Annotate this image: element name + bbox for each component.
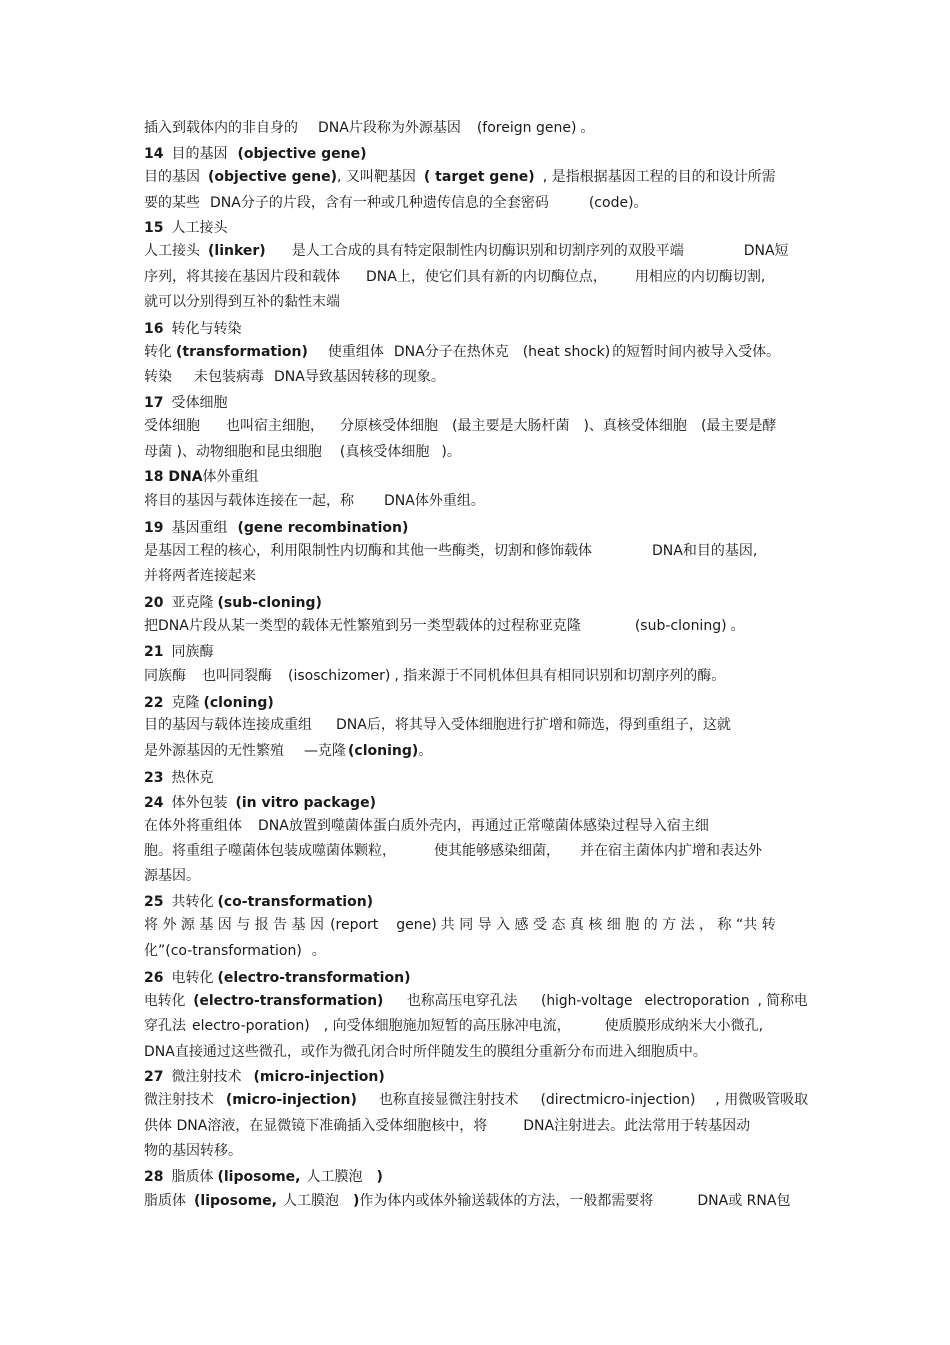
text-segment: 微注射技术 — [171, 1069, 242, 1085]
text-segment: 使重组体 — [327, 344, 384, 360]
text-segment: DNA注射进去。此法常用于转基因动 — [523, 1118, 751, 1134]
text-segment: 电转化 — [144, 993, 186, 1009]
text-segment: 是基因工程的核心，利用限制性内切酶和其他一些酶类，切割和修饰载体 — [144, 543, 592, 559]
text-segment: DNA分子在热休克 — [393, 344, 509, 360]
text-segment: DNA和目的基因, — [652, 543, 758, 559]
definition-line — [144, 119, 594, 137]
definition-line — [144, 242, 789, 260]
text-segment: 转化 — [144, 344, 172, 360]
text-segment: DNA片段称为外源基因 — [318, 120, 461, 136]
term-heading — [144, 794, 376, 812]
bold-text: ) — [353, 1193, 360, 1209]
term-heading — [144, 769, 213, 787]
text-segment: 人工膜泡 — [306, 1169, 363, 1185]
text-segment: 也叫宿主细胞， — [226, 418, 324, 434]
text-segment: (最主要是酵 — [700, 418, 777, 434]
bold-text: 22 — [144, 695, 164, 711]
term-heading — [144, 1068, 385, 1086]
bold-text: 23 — [144, 770, 164, 786]
term-heading — [144, 394, 227, 412]
definition-line — [144, 742, 432, 760]
text-segment: 脂质体 — [144, 1193, 186, 1209]
text-segment: 插入到载体内的非自身的 — [144, 120, 298, 136]
text-segment: gene) — [396, 917, 437, 933]
bold-text: 27 — [144, 1069, 164, 1085]
text-segment: DNA上，使它们具有新的内切酶位点， — [366, 269, 607, 285]
text-segment: 分原核受体细胞 — [340, 418, 438, 434]
definition-line — [144, 542, 757, 560]
text-segment: 的短暂时间内被导入受体。 — [612, 344, 781, 360]
bold-text: (in vitro package) — [235, 795, 376, 811]
text-segment: electroporation — [644, 993, 750, 1009]
text-segment: DNA分子的片段，含有一种或几种遗传信息的全套密码 — [210, 195, 549, 211]
term-heading — [144, 893, 373, 911]
definition-line — [144, 1091, 808, 1109]
text-segment: —克隆 — [304, 743, 346, 759]
definition-line — [144, 716, 731, 734]
text-segment: 源基因。 — [144, 868, 200, 884]
text-segment: DNA体外重组。 — [384, 493, 485, 509]
term-heading — [144, 145, 366, 163]
text-segment: 将 外 源 基 因 与 报 告 基 因 — [144, 917, 325, 933]
text-segment: (isoschizomer) — [288, 668, 391, 684]
text-segment: 目的基因 — [171, 146, 228, 162]
bold-text: 14 — [144, 146, 164, 162]
definition-line — [144, 343, 780, 361]
bold-text: (sub-cloning) — [217, 595, 322, 611]
text-segment: 母菌 )、动物细胞和昆虫细胞 — [144, 444, 322, 460]
definition-line — [144, 942, 326, 960]
text-segment: 热休克 — [171, 770, 214, 786]
definition-line — [144, 168, 776, 186]
text-segment: 并在宿主菌体内扩增和表达外 — [580, 843, 762, 859]
bold-text: (transformation) — [176, 344, 308, 360]
text-segment: 共转化 — [171, 894, 214, 910]
text-segment: (最主要是大肠杆菌 — [452, 418, 570, 434]
text-segment: 是人工合成的具有特定限制性内切酶识别和切割序列的双股平端 — [291, 243, 684, 259]
text-segment: 将目的基因与载体连接在一起，称 — [144, 493, 354, 509]
bold-text: (objective gene) — [237, 146, 367, 162]
bold-text: (cloning) — [203, 695, 274, 711]
bold-text: 17 — [144, 395, 164, 411]
term-heading — [144, 219, 227, 237]
term-heading — [144, 1168, 383, 1186]
bold-text: (electro-transformation) — [193, 993, 384, 1009]
text-segment: 脂质体 — [171, 1169, 214, 1185]
bold-text: 21 — [144, 644, 164, 660]
text-segment: 用相应的内切酶切割, — [634, 269, 766, 285]
bold-text: (objective gene) — [208, 169, 337, 185]
bold-text: 19 — [144, 520, 164, 536]
text-segment: electro-poration) — [192, 1018, 310, 1034]
text-segment: 就可以分别得到互补的黏性末端 — [144, 294, 340, 310]
bold-text: ( target gene) — [423, 169, 535, 185]
definition-line — [144, 1117, 750, 1135]
definition-line — [144, 368, 445, 386]
definition-line — [144, 443, 461, 461]
term-heading — [144, 643, 213, 661]
text-segment: 人工接头 — [144, 243, 200, 259]
definition-line — [144, 916, 776, 934]
bold-text: 20 — [144, 595, 164, 611]
text-segment: 克隆 — [171, 695, 200, 711]
text-segment: (heat shock) — [522, 344, 611, 360]
text-segment: 受体细胞 — [171, 395, 228, 411]
text-segment: 。 — [311, 943, 326, 959]
definition-line — [144, 194, 648, 212]
text-segment: 电转化 — [171, 970, 214, 986]
text-segment: 微注射技术 — [144, 1092, 214, 1108]
text-segment: 并将两者连接起来 — [144, 568, 256, 584]
text-segment: 同族酶 — [144, 668, 186, 684]
text-segment: 穿孔法 — [144, 1018, 186, 1034]
text-segment: 把DNA片段从某一类型的载体无性繁殖到另一类型载体的过程称亚克隆 — [144, 618, 581, 634]
text-segment: 使质膜形成纳米大小微孔, — [604, 1018, 764, 1034]
bold-text: 15 — [144, 220, 164, 236]
bold-text: (gene recombination) — [237, 520, 409, 536]
bold-text: (co-transformation) — [217, 894, 374, 910]
text-segment: 也叫同裂酶 — [202, 668, 272, 684]
text-segment: (sub-cloning) — [634, 618, 727, 634]
text-segment: 亚克隆 — [171, 595, 214, 611]
text-segment: DNA或 RNA包 — [697, 1193, 791, 1209]
bold-text: 28 — [144, 1169, 164, 1185]
text-segment: 转染 — [144, 369, 172, 385]
text-segment: DNA放置到噬菌体蛋白质外壳内，再通过正常噬菌体感染过程导入宿主细 — [258, 818, 709, 834]
definition-line — [144, 867, 200, 885]
text-segment: 人工接头 — [171, 220, 228, 236]
text-segment: 胞。将重组子噬菌体包装成噬菌体颗粒， — [144, 843, 396, 859]
term-heading — [144, 969, 410, 987]
text-segment: DNA后，将其导入受体细胞进行扩增和筛选，得到重组子，这就 — [336, 717, 731, 733]
text-segment: , 向受体细胞施加短暂的高压脉冲电流， — [323, 1018, 571, 1034]
text-segment: 人工膜泡 — [283, 1193, 339, 1209]
text-segment: (directmicro-injection) — [540, 1092, 696, 1108]
text-segment: (foreign gene) — [476, 120, 577, 136]
definition-line — [144, 842, 762, 860]
term-heading — [144, 320, 241, 338]
bold-text: 24 — [144, 795, 164, 811]
text-segment: 体外包装 — [171, 795, 228, 811]
text-segment: , 又叫靶基因 — [337, 169, 416, 185]
bold-text: 25 — [144, 894, 164, 910]
text-segment: 使其能够感染细菌， — [434, 843, 560, 859]
text-segment: , 是指根据基因工程的目的和设计所需 — [542, 169, 776, 185]
text-segment: 在体外将重组体 — [144, 818, 242, 834]
definition-line — [144, 617, 745, 635]
text-segment: , 用微吸管吸取 — [715, 1092, 809, 1108]
bold-text: (linker) — [208, 243, 266, 259]
text-segment: 物的基因转移。 — [144, 1143, 242, 1159]
bold-text: 16 — [144, 321, 164, 337]
bold-text: (liposome, — [217, 1169, 301, 1185]
definition-line — [144, 567, 256, 585]
text-segment: 。 — [418, 743, 433, 759]
definition-line — [144, 1043, 707, 1061]
text-segment: 是外源基因的无性繁殖 — [144, 743, 284, 759]
definition-line — [144, 1192, 790, 1210]
definition-line — [144, 268, 765, 286]
definition-line — [144, 293, 340, 311]
bold-text: 18 DNA — [144, 469, 203, 485]
text-segment: 同族酶 — [171, 644, 214, 660]
text-segment: 也称高压电穿孔法 — [406, 993, 518, 1009]
definition-line — [144, 817, 709, 835]
definition-line — [144, 992, 808, 1010]
bold-text: (liposome, — [194, 1193, 277, 1209]
term-heading — [144, 468, 259, 486]
text-segment: 目的基因 — [144, 169, 200, 185]
term-heading — [144, 594, 322, 612]
text-segment: 未包装病毒 — [194, 369, 264, 385]
text-segment: 受体细胞 — [144, 418, 200, 434]
text-segment: DNA直接通过这些微孔，或作为微孔闭合时所伴随发生的膜组分重新分布而进入细胞质中。 — [144, 1044, 707, 1060]
text-segment: 供体 DNA溶液，在显微镜下准确插入受体细胞核中，将 — [144, 1118, 488, 1134]
definition-line — [144, 417, 776, 435]
definition-line — [144, 1017, 763, 1035]
text-segment: 化”(co-transformation) — [144, 943, 302, 959]
text-segment: 基因重组 — [171, 520, 228, 536]
text-segment: 序列，将其接在基因片段和载体 — [144, 269, 340, 285]
text-segment: 要的某些 — [144, 195, 200, 211]
bold-text: ) — [376, 1169, 383, 1185]
definition-line — [144, 667, 725, 685]
bold-text: (micro-injection) — [253, 1069, 385, 1085]
text-segment: )、真核受体细胞 — [583, 418, 687, 434]
definition-line — [144, 1142, 242, 1160]
term-heading — [144, 519, 408, 537]
text-segment: (真核受体细胞 — [339, 444, 430, 460]
text-segment: 体外重组 — [202, 469, 259, 485]
bold-text: (electro-transformation) — [217, 970, 411, 986]
definition-line — [144, 492, 485, 510]
text-segment: 转化与转染 — [171, 321, 242, 337]
text-segment: DNA导致基因转移的现象。 — [274, 369, 445, 385]
text-segment: (code)。 — [588, 195, 648, 211]
text-segment: 共 同 导 入 感 受 态 真 核 细 胞 的 方 法 ， 称 “共 转 — [440, 917, 776, 933]
bold-text: (micro-injection) — [225, 1092, 357, 1108]
text-segment: )。 — [441, 444, 461, 460]
text-segment: 作为体内或体外输送载体的方法，一般都需要将 — [359, 1193, 654, 1209]
text-segment: (report — [330, 917, 379, 933]
term-heading — [144, 694, 274, 712]
text-segment: 。 — [580, 120, 595, 136]
bold-text: (cloning) — [348, 743, 419, 759]
text-segment: , 指来源于不同机体但具有相同识别和切割序列的酶。 — [394, 668, 726, 684]
text-segment: 。 — [730, 618, 745, 634]
text-segment: , 简称电 — [757, 993, 808, 1009]
text-segment: DNA短 — [743, 243, 789, 259]
text-segment: 也称直接显微注射技术 — [378, 1092, 519, 1108]
text-segment: 目的基因与载体连接成重组 — [144, 717, 312, 733]
bold-text: 26 — [144, 970, 164, 986]
text-segment: (high-voltage — [540, 993, 633, 1009]
